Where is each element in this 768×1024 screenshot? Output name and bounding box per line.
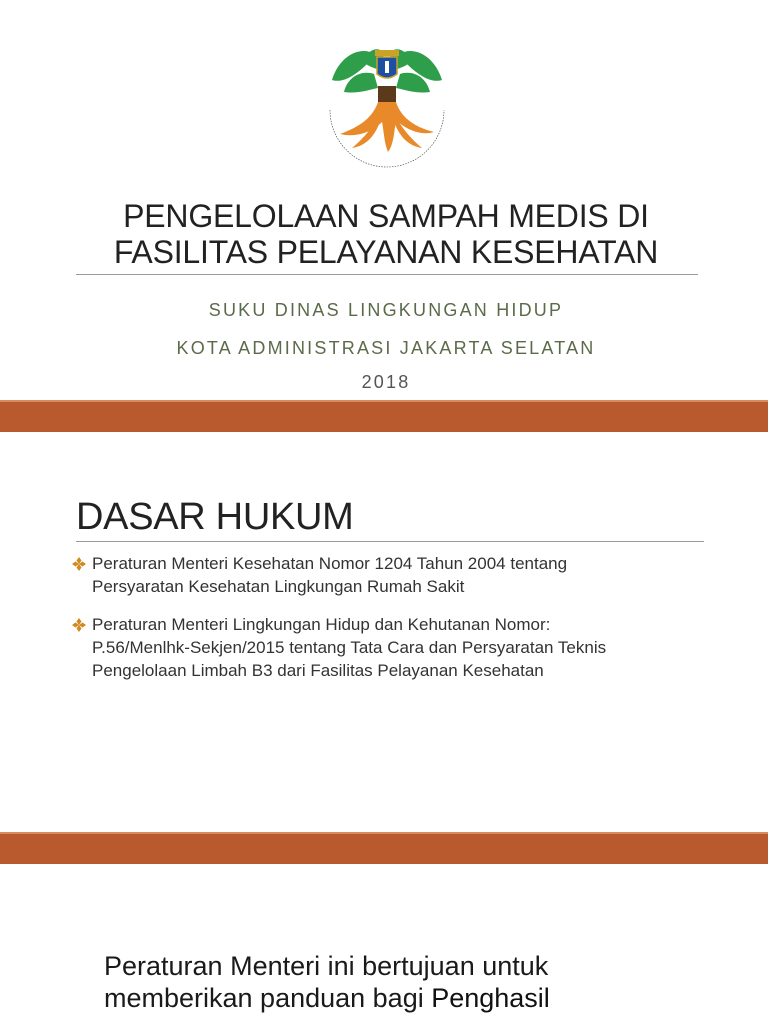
diamond-bullet-icon [72,618,86,632]
slide-heading: DASAR HUKUM [76,496,354,538]
bullet-text: Peraturan Menteri Lingkungan Hidup dan Kehutanan Nomor: [92,615,551,634]
highlight-text: Penghasil [431,983,550,1013]
paragraph-text: memberikan panduan bagi [104,983,432,1013]
slide-divider [0,832,768,864]
subtitle-year: 2018 [361,372,411,392]
paragraph-line [104,982,644,1014]
purpose-paragraph [104,950,644,1014]
slide-title [76,198,696,270]
bullet-text: Persyaratan Kesehatan Lingkungan Rumah Sakit [92,577,465,596]
slide-divider [0,400,768,432]
heading-divider [76,541,704,542]
list-item [70,552,720,598]
subtitle-agency: SUKU DINAS LINGKUNGAN HIDUP [208,300,564,320]
slide-title-line: FASILITAS PELAYANAN KESEHATAN [113,234,659,270]
bullet-text: Pengelolaan Limbah B3 dari Fasilitas Pelayanan Kesehatan [92,661,544,680]
bullet-text: P.56/Menlhk-Sekjen/2015 tentang Tata Cara dan Persyaratan Teknis [92,638,607,657]
subtitle-city: KOTA ADMINISTRASI JAKARTA SELATAN [176,338,596,358]
paragraph-line: Peraturan Menteri ini bertujuan untuk [104,951,549,981]
purpose-slide [0,864,768,1024]
title-slide [0,0,768,400]
list-item [70,613,720,682]
legal-basis-slide [0,432,768,832]
tree-logo-icon [322,40,452,170]
title-divider [76,274,698,275]
slide-title-line: PENGELOLAAN SAMPAH MEDIS DI [123,198,649,234]
diamond-bullet-icon [72,557,86,571]
bullet-list [70,552,720,697]
bullet-text: Peraturan Menteri Kesehatan Nomor 1204 Tahun 2004 tentang [92,554,568,573]
